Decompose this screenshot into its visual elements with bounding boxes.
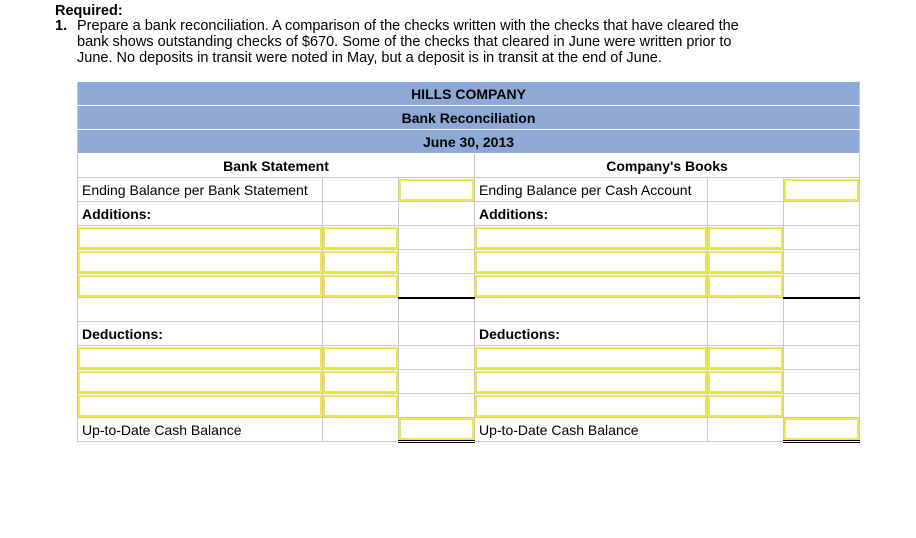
bank-addition-amount-input[interactable] [323, 251, 398, 273]
bank-total-cell [399, 418, 475, 442]
books-addition-desc-cell [475, 226, 708, 250]
blank-cell [784, 370, 860, 394]
bank-addition-desc-input[interactable] [78, 227, 322, 249]
header-company-row [78, 82, 860, 106]
books-additions-label: Additions: [475, 202, 708, 226]
additions-label-row [78, 202, 860, 226]
books-addition-desc-cell [475, 250, 708, 274]
blank-cell [323, 178, 399, 202]
bank-statement-heading: Bank Statement [78, 154, 475, 178]
bank-deduction-amount-cell [323, 394, 399, 418]
books-deduction-desc-cell [475, 370, 708, 394]
bank-addition-amount-cell [323, 274, 399, 298]
blank-cell [708, 202, 784, 226]
blank-cell [323, 418, 399, 442]
books-addition-desc-input[interactable] [475, 275, 707, 297]
books-ending-balance-input[interactable] [784, 179, 859, 201]
bank-ending-balance-cell [399, 178, 475, 202]
blank-cell [708, 298, 784, 322]
blank-cell [399, 226, 475, 250]
books-deduction-amount-input[interactable] [708, 347, 783, 369]
header-title-row [78, 106, 860, 130]
deductions-row [78, 370, 860, 394]
books-ending-balance-cell [784, 178, 860, 202]
bank-deduction-desc-cell [78, 394, 323, 418]
deductions-label-row [78, 322, 860, 346]
bank-addition-amount-input[interactable] [323, 275, 398, 297]
bank-deduction-amount-input[interactable] [323, 371, 398, 393]
bank-deduction-amount-cell [323, 346, 399, 370]
required-label: Required: [55, 3, 123, 19]
blank-cell [784, 226, 860, 250]
bank-addition-amount-cell [323, 250, 399, 274]
blank-cell [399, 298, 475, 322]
blank-cell [399, 274, 475, 298]
blank-cell [399, 394, 475, 418]
books-addition-desc-input[interactable] [475, 227, 707, 249]
books-ending-balance-label: Ending Balance per Cash Account [475, 178, 708, 202]
books-deduction-desc-input[interactable] [475, 395, 707, 417]
books-addition-amount-cell [708, 274, 784, 298]
blank-cell [784, 298, 860, 322]
bank-ending-balance-input[interactable] [399, 179, 474, 201]
books-total-input[interactable] [784, 418, 859, 440]
books-deduction-amount-cell [708, 346, 784, 370]
blank-cell [323, 322, 399, 346]
bank-addition-amount-input[interactable] [323, 227, 398, 249]
blank-cell [784, 322, 860, 346]
blank-cell [475, 298, 708, 322]
books-addition-amount-cell [708, 226, 784, 250]
spacer-row [78, 298, 860, 322]
bank-total-label: Up-to-Date Cash Balance [78, 418, 323, 442]
books-addition-amount-input[interactable] [708, 275, 783, 297]
books-deduction-desc-cell [475, 346, 708, 370]
bank-addition-desc-input[interactable] [78, 251, 322, 273]
blank-cell [399, 250, 475, 274]
blank-cell [784, 394, 860, 418]
bank-deduction-amount-input[interactable] [323, 347, 398, 369]
blank-cell [399, 322, 475, 346]
question-body: Prepare a bank reconciliation. A comparison of the checks written with the checks that have cleared the bank shows outstanding checks of $670. Some of the checks that cleared in June were written prior to June. No deposits in transit were noted in May, but a deposit is in transit at the end of June. [77, 18, 739, 66]
header-date-row [78, 130, 860, 154]
bank-deduction-desc-cell [78, 346, 323, 370]
bank-reconciliation-table [77, 81, 860, 443]
bank-addition-desc-cell [78, 226, 323, 250]
bank-deduction-amount-cell [323, 370, 399, 394]
books-deductions-label: Deductions: [475, 322, 708, 346]
question-number: 1. [55, 18, 68, 34]
total-row [78, 418, 860, 442]
books-addition-amount-input[interactable] [708, 251, 783, 273]
bank-deduction-desc-input[interactable] [78, 347, 322, 369]
books-deduction-amount-input[interactable] [708, 371, 783, 393]
blank-cell [399, 346, 475, 370]
blank-cell [399, 370, 475, 394]
bank-total-input[interactable] [399, 418, 474, 440]
bank-addition-desc-cell [78, 274, 323, 298]
blank-cell [708, 322, 784, 346]
question-text [55, 18, 755, 66]
bank-deductions-label: Deductions: [78, 322, 323, 346]
bank-ending-balance-label: Ending Balance per Bank Statement [78, 178, 323, 202]
blank-cell [784, 202, 860, 226]
blank-cell [708, 178, 784, 202]
blank-cell [399, 202, 475, 226]
bank-deduction-amount-input[interactable] [323, 395, 398, 417]
bank-addition-desc-input[interactable] [78, 275, 322, 297]
books-addition-amount-cell [708, 250, 784, 274]
bank-deduction-desc-cell [78, 370, 323, 394]
blank-cell [323, 298, 399, 322]
additions-row [78, 274, 860, 298]
books-addition-amount-input[interactable] [708, 227, 783, 249]
additions-row [78, 226, 860, 250]
bank-additions-label: Additions: [78, 202, 323, 226]
books-total-cell [784, 418, 860, 442]
books-deduction-amount-cell [708, 370, 784, 394]
blank-cell [784, 250, 860, 274]
blank-cell [784, 346, 860, 370]
blank-cell [708, 418, 784, 442]
bank-addition-amount-cell [323, 226, 399, 250]
bank-deduction-desc-input[interactable] [78, 371, 322, 393]
statement-title: Bank Reconciliation [78, 106, 860, 130]
books-deduction-desc-cell [475, 394, 708, 418]
company-name: HILLS COMPANY [78, 82, 860, 106]
books-deduction-amount-input[interactable] [708, 395, 783, 417]
section-heading-row [78, 154, 860, 178]
deductions-row [78, 394, 860, 418]
books-deduction-amount-cell [708, 394, 784, 418]
blank-cell [323, 202, 399, 226]
books-addition-desc-cell [475, 274, 708, 298]
bank-addition-desc-cell [78, 250, 323, 274]
deductions-row [78, 346, 860, 370]
books-addition-desc-input[interactable] [475, 251, 707, 273]
books-deduction-desc-input[interactable] [475, 371, 707, 393]
bank-deduction-desc-input[interactable] [78, 395, 322, 417]
books-deduction-desc-input[interactable] [475, 347, 707, 369]
blank-cell [78, 298, 323, 322]
statement-date: June 30, 2013 [78, 130, 860, 154]
company-books-heading: Company's Books [475, 154, 860, 178]
additions-row [78, 250, 860, 274]
ending-balance-row [78, 178, 860, 202]
blank-cell [784, 274, 860, 298]
books-total-label: Up-to-Date Cash Balance [475, 418, 708, 442]
